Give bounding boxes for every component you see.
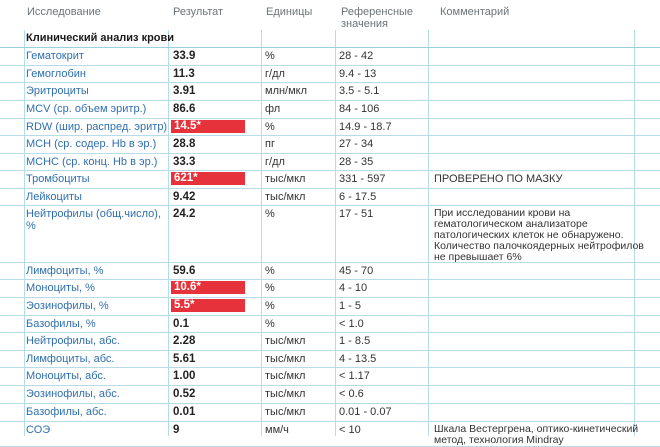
header-result: Результат — [173, 6, 224, 18]
units: % — [265, 208, 275, 220]
result-value: 3.91 — [173, 85, 196, 97]
header-units: Единицы — [266, 6, 313, 18]
reference-range: 3.5 - 5.1 — [339, 85, 380, 97]
test-name: Моноциты, % — [26, 282, 95, 294]
comment: Шкала Вестергрена, оптико-кинетический метод, технология Mindray — [434, 423, 639, 446]
reference-range: 1 - 5 — [339, 300, 362, 312]
reference-range: 9.4 - 13 — [339, 68, 377, 80]
units: тыс/мкл — [265, 191, 306, 203]
results-table — [0, 30, 660, 447]
test-name: Гемоглобин — [26, 68, 86, 80]
section-title: Клинический анализ крови — [26, 32, 175, 44]
test-name: Эозинофилы, абс. — [26, 388, 120, 400]
reference-range: < 1.17 — [339, 370, 370, 382]
result-value: 11.3 — [173, 68, 195, 80]
test-name: Нейтрофилы, абс. — [26, 335, 120, 347]
table-row — [0, 368, 660, 386]
table-row — [0, 298, 660, 316]
units: тыс/мкл — [265, 370, 306, 382]
result-value: 0.52 — [173, 388, 196, 400]
table-row — [0, 136, 660, 154]
reference-range: 28 - 42 — [339, 50, 374, 62]
units: тыс/мкл — [265, 388, 306, 400]
result-value-flagged: 10.6* — [171, 281, 245, 294]
reference-range: < 1.0 — [339, 318, 364, 330]
reference-range: 28 - 35 — [339, 156, 374, 168]
table-row — [0, 351, 660, 368]
test-name: Лимфоциты, абс. — [26, 353, 115, 365]
test-name: MCH (ср. содер. Hb в эр.) — [26, 138, 157, 150]
result-value: 2.28 — [173, 335, 196, 347]
result-value: 9 — [173, 424, 180, 436]
test-name: MCHC (ср. конц. Hb в эр.) — [26, 156, 158, 168]
test-name: Базофилы, абс. — [26, 406, 107, 418]
result-value: 0.1 — [173, 318, 189, 330]
result-value: 5.61 — [173, 353, 196, 365]
reference-range: 27 - 34 — [339, 138, 374, 150]
reference-range: 4 - 10 — [339, 282, 368, 294]
result-value: 28.8 — [173, 138, 196, 150]
table-row — [0, 83, 660, 101]
comment: ПРОВЕРЕНО ПО МАЗКУ — [434, 173, 563, 185]
result-value: 59.6 — [173, 265, 196, 277]
table-row — [0, 66, 660, 83]
test-name: MCV (ср. объем эритр.) — [26, 103, 147, 115]
units: % — [265, 300, 275, 312]
table-row — [0, 206, 660, 263]
test-name: Тромбоциты — [26, 173, 90, 185]
test-name: Эозинофилы, % — [26, 300, 109, 312]
table-row — [0, 48, 660, 66]
table-row — [0, 386, 660, 404]
result-value-flagged: 621* — [171, 172, 245, 185]
section-header — [0, 30, 660, 48]
reference-range: 14.9 - 18.7 — [339, 121, 392, 133]
test-name: Моноциты, абс. — [26, 370, 106, 382]
units: % — [265, 282, 275, 294]
table-row — [0, 171, 660, 189]
reference-range: 331 - 597 — [339, 173, 386, 185]
table-row — [0, 422, 660, 447]
table-row — [0, 280, 660, 298]
units: % — [265, 265, 275, 277]
table-row — [0, 154, 660, 171]
result-value: 24.2 — [173, 208, 196, 220]
table-row — [0, 263, 660, 280]
reference-range: 4 - 13.5 — [339, 353, 377, 365]
table-row — [0, 316, 660, 333]
result-value-flagged: 5.5* — [171, 299, 245, 312]
units: пг — [265, 138, 275, 150]
result-value: 0.01 — [173, 406, 196, 418]
units: % — [265, 50, 275, 62]
comment: При исследовании крови на гематологическом анализаторе патологических клеток не обнаружено. Количество палочкоядерных нейтрофилов не превышает 6% — [434, 207, 644, 263]
units: тыс/мкл — [265, 335, 306, 347]
table-row — [0, 404, 660, 422]
reference-range: 17 - 51 — [339, 208, 374, 220]
test-name: Эритроциты — [26, 85, 89, 97]
units: г/дл — [265, 156, 285, 168]
reference-range: 1 - 8.5 — [339, 335, 371, 347]
result-value: 86.6 — [173, 103, 196, 115]
units: % — [265, 318, 275, 330]
reference-range: 0.01 - 0.07 — [339, 406, 392, 418]
units: г/дл — [265, 68, 285, 80]
reference-range: < 10 — [339, 424, 361, 436]
units: фл — [265, 103, 281, 115]
units: млн/мкл — [265, 85, 308, 97]
test-name: Лимфоциты, % — [26, 265, 104, 277]
test-name: Нейтрофилы (общ.число), % — [26, 208, 161, 232]
table-header — [0, 0, 660, 32]
table-row — [0, 119, 660, 136]
test-name: Лейкоциты — [26, 191, 82, 203]
units: тыс/мкл — [265, 173, 306, 185]
reference-range: 84 - 106 — [339, 103, 380, 115]
result-value: 1.00 — [173, 370, 196, 382]
units: тыс/мкл — [265, 406, 306, 418]
result-value: 33.9 — [173, 50, 196, 62]
header-comment: Комментарий — [440, 6, 510, 18]
reference-range: 45 - 70 — [339, 265, 374, 277]
test-name: СОЭ — [26, 424, 51, 436]
result-value: 33.3 — [173, 156, 196, 168]
reference-range: 6 - 17.5 — [339, 191, 377, 203]
units: % — [265, 121, 275, 133]
header-test: Исследование — [27, 6, 101, 18]
result-value: 9.42 — [173, 191, 196, 203]
result-value-flagged: 14.5* — [171, 120, 245, 133]
reference-range: < 0.6 — [339, 388, 364, 400]
units: тыс/мкл — [265, 353, 306, 365]
header-reference: Референсные значения — [341, 6, 414, 30]
table-row — [0, 189, 660, 206]
units: мм/ч — [265, 424, 289, 436]
table-row — [0, 333, 660, 351]
test-name: Гематокрит — [26, 50, 84, 62]
test-name: RDW (шир. распред. эритр) — [26, 121, 168, 133]
table-row — [0, 101, 660, 119]
test-name: Базофилы, % — [26, 318, 96, 330]
